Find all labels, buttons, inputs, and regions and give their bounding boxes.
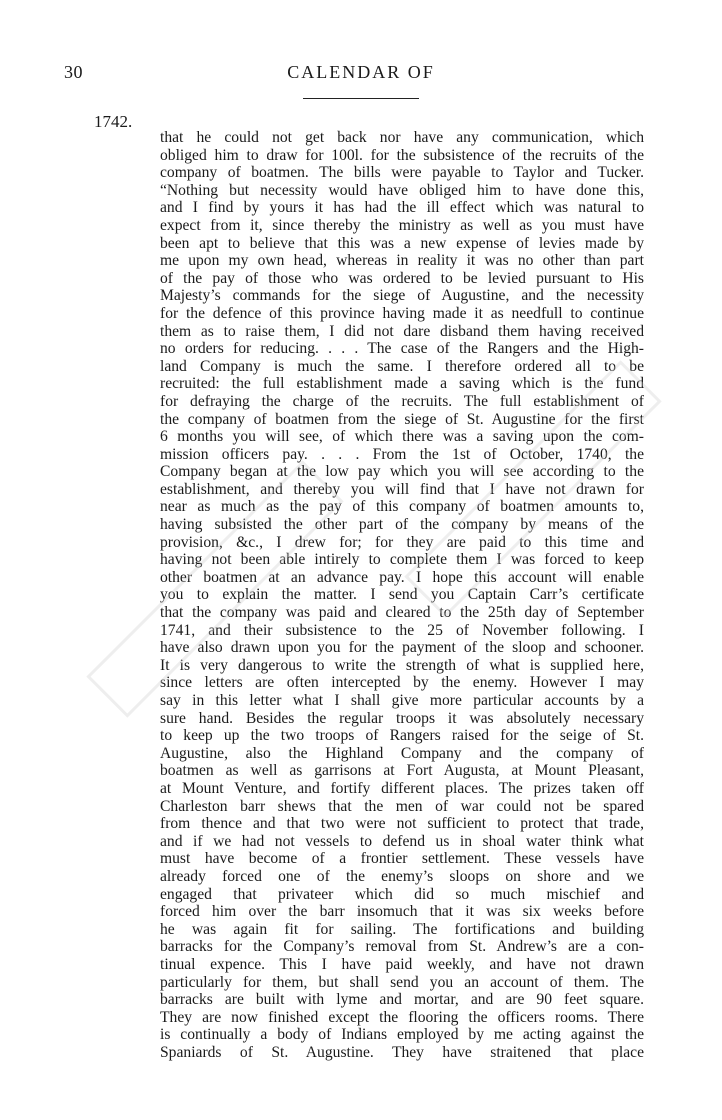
text-line: sure hand. Besides the regular troops it was absolutely necessary <box>160 709 644 727</box>
text-line: company of boatmen. The bills were payable to Taylor and Tucker. <box>160 164 644 182</box>
text-line: Spaniards of St. Augustine. They have straitened that place <box>160 1043 644 1061</box>
text-line: he was again fit for sailing. The fortifications and building <box>160 920 644 938</box>
text-line: that he could not get back nor have any communication, which <box>160 129 644 146</box>
text-line: them as to raise them, I did not dare disband them having received <box>160 322 644 340</box>
text-line: you to explain the matter. I send you Captain Carr’s certificate <box>160 586 644 604</box>
text-line: expect from it, since thereby the ministry as well as you must have <box>160 216 644 234</box>
text-line: from thence and that two were not sufficient to protect that trade, <box>160 815 644 833</box>
text-line: 1741, and their subsistence to the 25 of November following. I <box>160 621 644 639</box>
text-line: having not been able intirely to complete them I was forced to keep <box>160 551 644 569</box>
text-line: establishment, and thereby you will find that I have not drawn for <box>160 480 644 498</box>
text-line: They are now finished except the flooring the officers rooms. There <box>160 1008 644 1026</box>
text-line: recruited: the full establishment made a saving which is the fund <box>160 375 644 393</box>
text-line: no orders for reducing. . . . The case of the Rangers and the High- <box>160 340 644 358</box>
text-line: obliged him to draw for 100l. for the subsistence of the recruits of the <box>160 146 644 164</box>
text-line: Charleston barr shews that the men of war could not be spared <box>160 797 644 815</box>
text-line: the company of boatmen from the siege of St. Augustine for the first <box>160 410 644 428</box>
text-line: of the pay of those who was ordered to be levied pursuant to His <box>160 269 644 287</box>
text-line: for the defence of this province having made it as needfull to continue <box>160 304 644 322</box>
head-rule <box>303 98 419 99</box>
text-line: already forced one of the enemy’s sloops on shore and we <box>160 867 644 885</box>
text-line: “Nothing but necessity would have obliged him to have done this, <box>160 181 644 199</box>
text-line: must have become of a frontier settlement. These vessels have <box>160 850 644 868</box>
text-line: provision, &c., I drew for; for they are paid to this time and <box>160 533 644 551</box>
text-line: been apt to believe that this was a new expense of levies made by <box>160 234 644 252</box>
page-number: 30 <box>64 62 83 82</box>
text-line: is continually a body of Indians employed by me acting against the <box>160 1026 644 1044</box>
text-line: 6 months you will see, of which there was a saving upon the com- <box>160 428 644 446</box>
text-line: me upon my own head, whereas in reality it was no other than part <box>160 252 644 270</box>
text-line: and if we had not vessels to defend us in shoal water think what <box>160 832 644 850</box>
text-line: near as much as the pay of this company of boatmen amounts to, <box>160 498 644 516</box>
margin-year: 1742. <box>94 112 133 131</box>
text-line: It is very dangerous to write the strength of what is supplied here, <box>160 656 644 674</box>
text-line: have also drawn upon you for the payment of the sloop and schooner. <box>160 639 644 657</box>
text-line: other boatmen at an advance pay. I hope this account will enable <box>160 568 644 586</box>
text-line: to keep up the two troops of Rangers raised for the seige of St. <box>160 727 644 745</box>
text-line: and I find by yours it has had the ill effect which was natural to <box>160 199 644 217</box>
text-line: for defraying the charge of the recruits. The full establishment of <box>160 392 644 410</box>
text-line: Company began at the low pay which you will see according to the <box>160 463 644 481</box>
text-line: barracks for the Company’s removal from St. Andrew’s are a con- <box>160 938 644 956</box>
text-line: particularly for them, but shall send you an account of them. The <box>160 973 644 991</box>
text-line: at Mount Venture, and fortify different places. The prizes taken off <box>160 779 644 797</box>
text-line: say in this letter what I shall give more particular accounts by a <box>160 692 644 709</box>
text-line: Majesty’s commands for the siege of Augustine, and the necessity <box>160 287 644 305</box>
running-head: CALENDAR OF <box>287 62 435 82</box>
text-line: since letters are often intercepted by the enemy. However I may <box>160 674 644 692</box>
text-line: that the company was paid and cleared to the 25th day of September <box>160 604 644 622</box>
text-line: land Company is much the same. I therefore ordered all to be <box>160 357 644 375</box>
text-line: forced him over the barr insomuch that it was six weeks before <box>160 903 644 921</box>
text-line: boatmen as well as garrisons at Fort Augusta, at Mount Pleasant, <box>160 762 644 780</box>
text-line: tinual expence. This I have paid weekly, and have not drawn <box>160 955 644 973</box>
text-line: having subsisted the other part of the company by means of the <box>160 516 644 534</box>
text-line: engaged that privateer which did so much mischief and <box>160 885 644 903</box>
text-line: barracks are built with lyme and mortar, and are 90 feet square. <box>160 991 644 1009</box>
text-line: Augustine, also the Highland Company and the company of <box>160 744 644 762</box>
text-line: mission officers pay. . . . From the 1st of October, 1740, the <box>160 445 644 463</box>
